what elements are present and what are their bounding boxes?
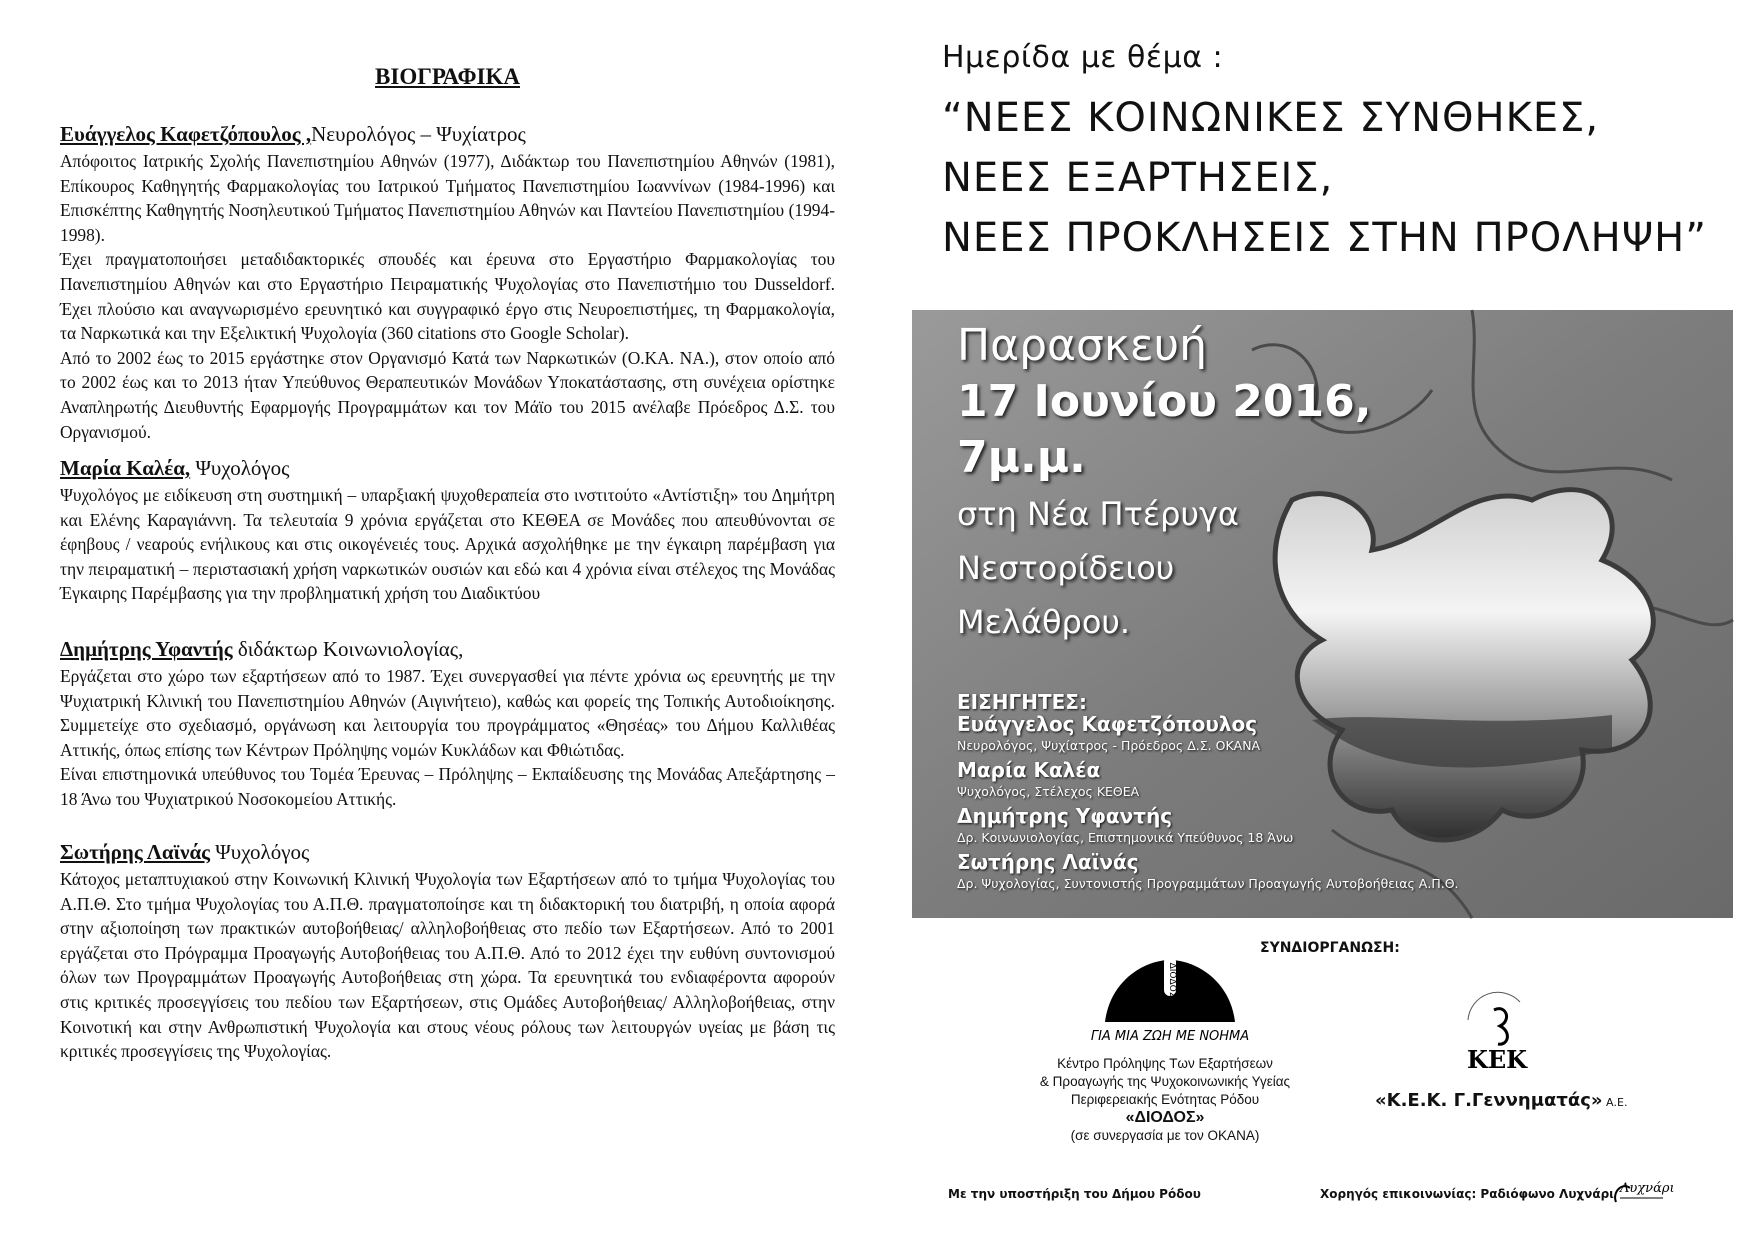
event-subject: Ημερίδα με θέμα : xyxy=(942,40,1224,75)
bio-role: Ψυχολόγος xyxy=(195,456,290,480)
biographies-title: ΒΙΟΓΡΑΦΙΚΑ xyxy=(375,64,520,89)
bio-heading xyxy=(60,636,835,663)
bio-name: Σωτήρης Λαϊνάς xyxy=(60,840,211,864)
event-title-line: ΝΕΕΣ ΠΡΟΚΛΗΣΕΙΣ ΣΤΗΝ ΠΡΟΛΗΨΗ” xyxy=(942,215,1707,261)
footer-support: Με την υποστήριξη του Δήμου Ρόδου xyxy=(948,1187,1201,1201)
bio-heading xyxy=(60,839,835,866)
diodos-logo-slogan: ΓΙΑ ΜΙΑ ΖΩΗ ΜΕ ΝΟΗΜΑ xyxy=(1090,1029,1250,1044)
bio-paragraph: Είναι επιστημονικά υπεύθυνος του Τομέα Έρευνας – Πρόληψης – Εκπαίδευσης της Μονάδας Απεξάρτησης – 18 Άνω του Ψυχιατρικού Νοσοκομείου Αττικής. xyxy=(60,764,835,809)
kek-suffix: Α.Ε. xyxy=(1602,1096,1628,1109)
event-title-line: ΝΕΕΣ ΕΞΑΡΤΗΣΕΙΣ, xyxy=(942,155,1334,201)
event-time: 7μ.μ. xyxy=(957,432,1086,483)
bio-paragraph: Από το 2002 έως το 2015 εργάστηκε στον Οργανισμό Κατά των Ναρκωτικών (Ο.ΚΑ. ΝΑ.), στον οποίο από το 2002 έως και το 2013 ήταν Υπεύθυνος Θεραπευτικών Μονάδων Υποκατάστασης, στη συνέχεια ορίστηκε Αναπληρωτής Διευθυντής Εφαρμογής Προγραμμάτων και τον Μάϊο του 2015 ανέλαβε Πρόεδρος Δ.Σ. του Οργανισμού. xyxy=(60,347,835,442)
bio-role: διδάκτωρ Κοινωνιολογίας, xyxy=(232,637,464,661)
event-page xyxy=(900,0,1754,1241)
bio-kafetzopoulos xyxy=(60,121,835,444)
diodos-line: & Προαγωγής της Ψυχοκοινωνικής Υγείας xyxy=(1039,1074,1291,1089)
event-title-line: “ΝΕΕΣ ΚΟΙΝΩΝΙΚΕΣ ΣΥΝΘΗΚΕΣ, xyxy=(942,95,1600,141)
diodos-logo xyxy=(1090,950,1250,1050)
footer-media-sponsor: Χορηγός επικοινωνίας: Ραδιόφωνο Λυχνάρι xyxy=(1320,1187,1614,1201)
biographies-page xyxy=(60,0,835,1241)
speaker-role: Δρ. Ψυχολογίας, Συντονιστής Προγραμμάτων Προαγωγής Αυτοβοήθειας Α.Π.Θ. xyxy=(957,876,1459,891)
speakers-label: ΕΙΣΗΓΗΤΕΣ: xyxy=(957,690,1087,714)
event-title xyxy=(942,88,1707,268)
bio-paragraph: Απόφοιτος Ιατρικής Σχολής Πανεπιστημίου Αθηνών (1977), Διδάκτωρ του Πανεπιστημίου Αθηνών (1981), Επίκουρος Καθηγητής Φαρμακολογίας του Ιατρικού Τμήματος Πανεπιστημίου Ιωαννίνων (1984-1996) και Επισκέπτης Καθηγητής Νοσηλευτικού Τμήματος Πανεπιστημίου Αθηνών και Παντείου Πανεπιστημίου (1994-1998). xyxy=(60,151,835,245)
diodos-note: (σε συνεργασία με τον ΟΚΑΝΑ) xyxy=(1070,1128,1260,1143)
bio-body xyxy=(60,867,835,1064)
lyxnari-logo-text: Λυχνάρι xyxy=(1620,1181,1675,1196)
bio-body xyxy=(60,149,835,444)
bio-yfantis xyxy=(60,636,835,812)
bio-name: Μαρία Καλέα, xyxy=(60,456,191,480)
speaker-role: Δρ. Κοινωνιολογίας, Επιστημονικά Υπεύθυνος 18 Άνω xyxy=(957,830,1294,845)
bio-paragraph: Έχει πραγματοποιήσει μεταδιδακτορικές σπουδές και έρευνα στο Εργαστήριο Φαρμακολογίας του Πανεπιστημίου Αθηνών και στο Εργαστήριο Πειραματικής Ψυχολογίας στο Πανεπιστήμιο του Dusseldorf. Έχει πλούσιο και αναγνωρισμένο ερευνητικό και συγγραφικό έργο στις Νευροεπιστήμες, τη Φαρμακολογία, τα Ναρκωτικά και την Εξελικτική Ψυχολογία (360 citations στο Google Scholar). xyxy=(60,249,835,344)
event-date: 17 Ιουνίου 2016, xyxy=(957,376,1372,427)
diodos-line: Κέντρο Πρόληψης Των Εξαρτήσεων xyxy=(1057,1056,1273,1071)
bio-role: Ψυχολόγος xyxy=(210,840,310,864)
speaker-role: Νευρολόγος, Ψυχίατρος - Πρόεδρος Δ.Σ. ΟΚΑΝΑ xyxy=(957,738,1261,753)
event-venue-line: Μελάθρου. xyxy=(957,603,1131,641)
event-venue-line: Νεστορίδειου xyxy=(957,549,1175,587)
speaker-name: Μαρία Καλέα xyxy=(957,758,1101,782)
bio-lainas xyxy=(60,839,835,1064)
diodos-line: Περιφερειακής Ενότητας Ρόδου xyxy=(1070,1092,1260,1107)
event-day: Παρασκευή xyxy=(957,320,1207,371)
kek-logo-letters: ΚΕΚ xyxy=(1466,1045,1528,1074)
bio-body xyxy=(60,483,835,606)
speaker-role: Ψυχολόγος, Στέλεχος ΚΕΘΕΑ xyxy=(957,784,1140,799)
speaker-name: Σωτήρης Λαϊνάς xyxy=(957,850,1139,874)
kek-name xyxy=(1375,1090,1627,1111)
diodos-name: «ΔΙΟΔΟΣ» xyxy=(1125,1109,1205,1126)
speaker-name: Δημήτρης Υφαντής xyxy=(957,804,1173,828)
bio-kalea xyxy=(60,455,835,606)
diodos-info xyxy=(985,1055,1345,1145)
bio-name: Δημήτρης Υφαντής xyxy=(60,637,233,661)
speaker-name: Ευάγγελος Καφετζόπουλος xyxy=(957,712,1258,736)
diodos-logo-top: ΔΙΟΔΟΣ xyxy=(1167,962,1177,998)
puzzle-sky-photo xyxy=(912,310,1733,918)
event-venue-line: στη Νέα Πτέρυγα xyxy=(957,495,1239,533)
bio-role: Νευρολόγος – Ψυχίατρος xyxy=(311,122,526,146)
bio-paragraph: Ψυχολόγος με ειδίκευση στη συστημική – υπαρξιακή ψυχοθεραπεία στο ινστιτούτο «Αντίστιξη» του Δημήτρη και Ελένης Καραγιάννη. Τα τελευταία 9 χρόνια εργάζεται στο ΚΕΘΕΑ σε Μονάδες που απευθύνονται σε έφηβους / νεαρούς ενήλικους και στις οικογένειές τους. Αρχικά ασχολήθηκε με την έγκαιρη παρέμβαση για την πειραματική – περιστασιακή χρήση ναρκωτικών ουσιών και εδώ και 4 χρόνια είναι στέλεχος της Μονάδας Έγκαιρης Παρέμβασης για την προβληματική χρήση του Διαδικτύου xyxy=(60,485,835,604)
bio-name: Ευάγγελος Καφετζόπουλος , xyxy=(60,122,312,146)
bio-paragraph: Κάτοχος μεταπτυχιακού στην Κοινωνική Κλινική Ψυχολογία των Εξαρτήσεων από το τμήμα Ψυχολογίας του Α.Π.Θ. Στο τμήμα Ψυχολογίας του Α.Π.Θ. πραγματοποίησε και τη διδακτορική του διατριβή, η οποία αφορά στην αξιοποίηση των πρακτικών αυτοβοήθειας/ αλληλοβοήθειας στο πεδίο των Εξαρτήσεων. Από το 2001 εργάζεται στο Πρόγραμμα Προαγωγής Αυτοβοήθειας του Α.Π.Θ. Από το 2012 έχει την ευθύνη συντονισμού όλων των Προγραμμάτων Προαγωγής Αυτοβοήθειας στη χώρα. Τα ερευνητικά του ενδιαφέροντα αφορούν στις κριτικές προσεγγίσεις του πεδίου των Εξαρτήσεων, στις Ομάδες Αυτοβοήθειας/ Αλληλοβοήθειας, στην Κοινοτική και στην Ανθρωπιστική Ψυχολογία και στους νέους ρόλους των λειτουργών υγείας με βάση τις κριτικές προσεγγίσεις της Ψυχολογίας. xyxy=(60,869,835,1062)
kek-name-text: «Κ.Ε.Κ. Γ.Γεννηματάς» xyxy=(1375,1090,1603,1111)
bio-heading xyxy=(60,121,835,148)
bio-paragraph: Εργάζεται στο χώρο των εξαρτήσεων από το 1987. Έχει συνεργασθεί για πέντε χρόνια ως ερευνητής με την Ψυχιατρική Κλινική του Πανεπιστημίου Αθηνών (Αιγινήτειο), καθώς και φορείς της Τοπικής Αυτοδιοίκησης. Συμμετείχε στο σχεδιασμό, οργάνωση και λειτουργία του προγράμματος «Θησέας» του Δήμου Καλλιθέας Αττικής, όπως επίσης των Κέντρων Πρόληψης νομών Κυκλάδων και Φθιώτιδας. xyxy=(60,666,835,760)
kek-logo xyxy=(1460,990,1535,1075)
bio-body xyxy=(60,664,835,812)
lyxnari-radio-logo xyxy=(1608,1172,1675,1210)
bio-heading xyxy=(60,455,835,482)
coorganization-label: ΣΥΝΔΙΟΡΓΑΝΩΣΗ: xyxy=(1260,940,1400,956)
